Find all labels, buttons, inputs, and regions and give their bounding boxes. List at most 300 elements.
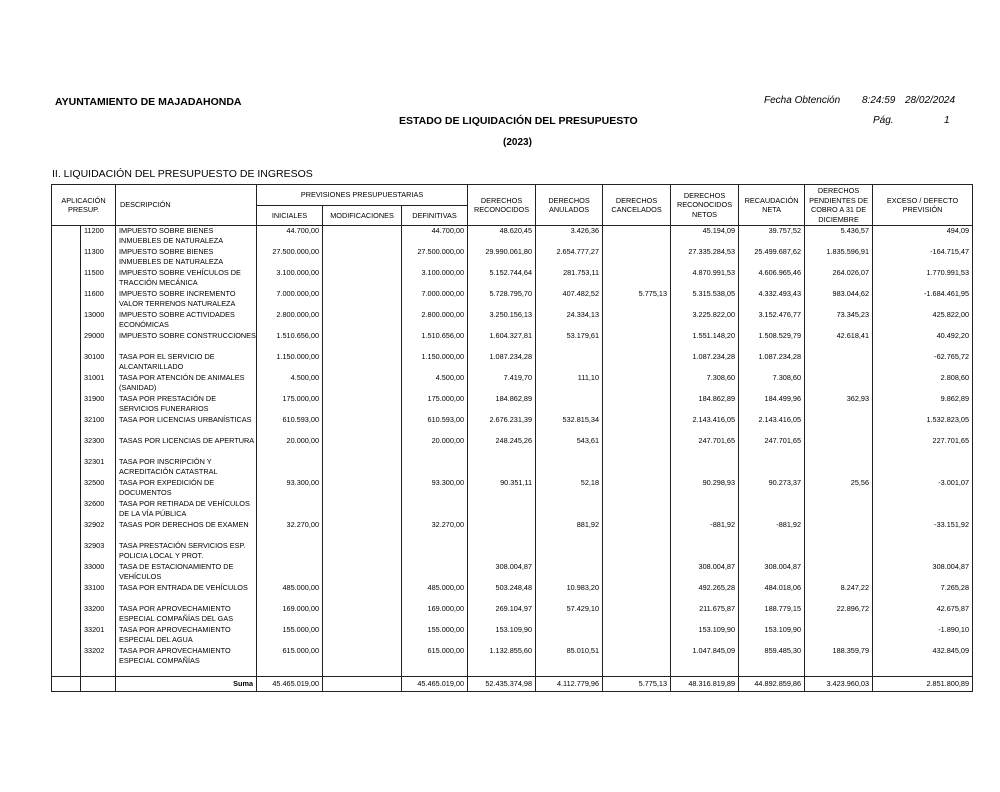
cell-exceso xyxy=(873,541,973,562)
cell-exceso: 494,09 xyxy=(873,226,973,248)
cell-iniciales: 485.000,00 xyxy=(257,583,323,604)
cell-blank xyxy=(52,541,81,562)
col-derechos-netos: DERECHOS RECONOCIDOS NETOS xyxy=(671,185,739,226)
cell-netos xyxy=(671,541,739,562)
spacer-cell xyxy=(873,667,973,677)
cell-definitivas xyxy=(402,499,468,520)
cell-blank xyxy=(52,625,81,646)
cell-modificaciones xyxy=(323,604,402,625)
cell-iniciales: 615.000,00 xyxy=(257,646,323,667)
cell-modificaciones xyxy=(323,268,402,289)
total-exceso: 2.851.800,89 xyxy=(873,677,973,692)
cell-definitivas: 169.000,00 xyxy=(402,604,468,625)
table-row xyxy=(52,436,973,457)
cell-definitivas: 1.510.656,00 xyxy=(402,331,468,352)
cell-definitivas: 610.593,00 xyxy=(402,415,468,436)
cell-definitivas xyxy=(402,457,468,478)
cell-recaudacion: 90.273,37 xyxy=(739,478,805,499)
cell-definitivas: 3.100.000,00 xyxy=(402,268,468,289)
cell-blank xyxy=(52,520,81,541)
table-row xyxy=(52,310,973,331)
cell-cancelados xyxy=(603,352,671,373)
cell-blank xyxy=(52,394,81,415)
cell-code: 31900 xyxy=(81,394,116,415)
col-aplicacion: APLICACIÓN PRESUP. xyxy=(52,185,116,226)
cell-cancelados xyxy=(603,499,671,520)
cell-anulados: 111,10 xyxy=(536,373,603,394)
cell-definitivas xyxy=(402,562,468,583)
cell-blank xyxy=(52,247,81,268)
cell-recaudacion: 184.499,96 xyxy=(739,394,805,415)
cell-definitivas: 20.000,00 xyxy=(402,436,468,457)
cell-anulados: 57.429,10 xyxy=(536,604,603,625)
cell-blank xyxy=(52,373,81,394)
cell-blank xyxy=(52,436,81,457)
cell-description: TASA POR INSCRIPCIÓN Y ACREDITACIÓN CATASTRAL xyxy=(116,457,257,478)
total-netos: 48.316.819,89 xyxy=(671,677,739,692)
table-row xyxy=(52,268,973,289)
cell-description: TASAS POR LICENCIAS DE APERTURA xyxy=(116,436,257,457)
fecha-time: 8:24:59 xyxy=(862,95,896,106)
cell-code: 31001 xyxy=(81,373,116,394)
cell-definitivas: 4.500,00 xyxy=(402,373,468,394)
cell-anulados: 53.179,61 xyxy=(536,331,603,352)
cell-modificaciones xyxy=(323,352,402,373)
table-row xyxy=(52,352,973,373)
total-recaudacion: 44.892.859,86 xyxy=(739,677,805,692)
table-row xyxy=(52,646,973,667)
cell-iniciales: 610.593,00 xyxy=(257,415,323,436)
col-derechos-cancelados: DERECHOS CANCELADOS xyxy=(603,185,671,226)
spacer-cell xyxy=(81,667,116,677)
cell-iniciales: 175.000,00 xyxy=(257,394,323,415)
cell-modificaciones xyxy=(323,562,402,583)
cell-pendientes xyxy=(805,625,873,646)
cell-reconocidos xyxy=(468,499,536,520)
col-modificaciones: MODIFICACIONES xyxy=(323,205,402,226)
cell-cancelados xyxy=(603,436,671,457)
cell-pendientes: 25,56 xyxy=(805,478,873,499)
cell-code: 32500 xyxy=(81,478,116,499)
spacer-cell xyxy=(52,667,81,677)
cell-modificaciones xyxy=(323,583,402,604)
col-pendientes: DERECHOS PENDIENTES DE COBRO A 31 DE DICIEMBRE xyxy=(805,185,873,226)
cell-modificaciones xyxy=(323,394,402,415)
cell-netos: 308.004,87 xyxy=(671,562,739,583)
cell-pendientes xyxy=(805,436,873,457)
table-row xyxy=(52,520,973,541)
cell-anulados: 52,18 xyxy=(536,478,603,499)
report-year: (2023) xyxy=(503,137,532,148)
total-pendientes: 3.423.960,03 xyxy=(805,677,873,692)
cell-recaudacion xyxy=(739,499,805,520)
cell-definitivas xyxy=(402,541,468,562)
cell-reconocidos xyxy=(468,457,536,478)
cell-recaudacion: 308.004,87 xyxy=(739,562,805,583)
total-modificaciones xyxy=(323,677,402,692)
cell-cancelados xyxy=(603,310,671,331)
cell-cancelados xyxy=(603,520,671,541)
cell-iniciales xyxy=(257,562,323,583)
cell-cancelados xyxy=(603,331,671,352)
cell-anulados: 407.482,52 xyxy=(536,289,603,310)
cell-exceso: 40.492,20 xyxy=(873,331,973,352)
cell-cancelados xyxy=(603,247,671,268)
cell-reconocidos xyxy=(468,520,536,541)
cell-code: 33201 xyxy=(81,625,116,646)
page-number: 1 xyxy=(944,115,950,126)
cell-blank xyxy=(81,677,116,692)
cell-exceso: 7.265,28 xyxy=(873,583,973,604)
cell-netos: 492.265,28 xyxy=(671,583,739,604)
cell-reconocidos: 184.862,89 xyxy=(468,394,536,415)
cell-reconocidos: 3.250.156,13 xyxy=(468,310,536,331)
cell-recaudacion xyxy=(739,541,805,562)
cell-recaudacion: 2.143.416,05 xyxy=(739,415,805,436)
cell-iniciales: 1.510.656,00 xyxy=(257,331,323,352)
cell-pendientes xyxy=(805,562,873,583)
cell-reconocidos: 248.245,26 xyxy=(468,436,536,457)
cell-exceso xyxy=(873,499,973,520)
cell-definitivas: 7.000.000,00 xyxy=(402,289,468,310)
cell-definitivas: 27.500.000,00 xyxy=(402,247,468,268)
cell-pendientes xyxy=(805,373,873,394)
cell-description: IMPUESTO SOBRE INCREMENTO VALOR TERRENOS NATURALEZA xyxy=(116,289,257,310)
cell-iniciales: 169.000,00 xyxy=(257,604,323,625)
cell-blank xyxy=(52,226,81,248)
cell-description: IMPUESTO SOBRE BIENES INMUEBLES DE NATURALEZA xyxy=(116,226,257,248)
cell-code: 11500 xyxy=(81,268,116,289)
cell-code: 32903 xyxy=(81,541,116,562)
spacer-cell xyxy=(671,667,739,677)
cell-code: 32100 xyxy=(81,415,116,436)
table-row xyxy=(52,478,973,499)
spacer-cell xyxy=(257,667,323,677)
cell-recaudacion: 484.018,06 xyxy=(739,583,805,604)
table-row xyxy=(52,226,973,248)
cell-netos: 5.315.538,05 xyxy=(671,289,739,310)
cell-netos: 45.194,09 xyxy=(671,226,739,248)
cell-exceso: 9.862,89 xyxy=(873,394,973,415)
cell-blank xyxy=(52,478,81,499)
cell-anulados xyxy=(536,499,603,520)
table-row xyxy=(52,394,973,415)
cell-modificaciones xyxy=(323,520,402,541)
cell-description: TASA POR RETIRADA DE VEHÍCULOS DE LA VÍA PÚBLICA xyxy=(116,499,257,520)
cell-anulados: 10.983,20 xyxy=(536,583,603,604)
cell-cancelados xyxy=(603,583,671,604)
cell-recaudacion: 859.485,30 xyxy=(739,646,805,667)
cell-recaudacion: 7.308,60 xyxy=(739,373,805,394)
cell-anulados: 2.654.777,27 xyxy=(536,247,603,268)
cell-netos: 2.143.416,05 xyxy=(671,415,739,436)
cell-reconocidos: 90.351,11 xyxy=(468,478,536,499)
cell-definitivas: 44.700,00 xyxy=(402,226,468,248)
cell-recaudacion: 1.508.529,79 xyxy=(739,331,805,352)
cell-anulados: 543,61 xyxy=(536,436,603,457)
cell-iniciales: 155.000,00 xyxy=(257,625,323,646)
cell-code: 29000 xyxy=(81,331,116,352)
cell-recaudacion: 3.152.476,77 xyxy=(739,310,805,331)
col-derechos-anulados: DERECHOS ANULADOS xyxy=(536,185,603,226)
cell-iniciales: 2.800.000,00 xyxy=(257,310,323,331)
cell-reconocidos: 48.620,45 xyxy=(468,226,536,248)
spacer-cell xyxy=(536,667,603,677)
cell-reconocidos xyxy=(468,541,536,562)
col-recaudacion: RECAUDACIÓN NETA xyxy=(739,185,805,226)
table-row xyxy=(52,583,973,604)
cell-pendientes: 5.436,57 xyxy=(805,226,873,248)
cell-blank xyxy=(52,415,81,436)
col-definitivas: DEFINITIVAS xyxy=(402,205,468,226)
spacer-cell xyxy=(323,667,402,677)
cell-anulados xyxy=(536,457,603,478)
cell-pendientes: 73.345,23 xyxy=(805,310,873,331)
cell-modificaciones xyxy=(323,226,402,248)
cell-netos: 153.109,90 xyxy=(671,625,739,646)
cell-code: 13000 xyxy=(81,310,116,331)
cell-pendientes: 22.896,72 xyxy=(805,604,873,625)
cell-anulados: 881,92 xyxy=(536,520,603,541)
cell-blank xyxy=(52,677,81,692)
cell-description: TASA POR APROVECHAMIENTO ESPECIAL COMPAÑÍAS xyxy=(116,646,257,667)
cell-exceso: 1.770.991,53 xyxy=(873,268,973,289)
cell-netos: 247.701,65 xyxy=(671,436,739,457)
cell-exceso: -164.715,47 xyxy=(873,247,973,268)
cell-netos: 7.308,60 xyxy=(671,373,739,394)
cell-recaudacion: 247.701,65 xyxy=(739,436,805,457)
spacer-row xyxy=(52,667,973,677)
cell-code: 33000 xyxy=(81,562,116,583)
budget-table xyxy=(51,184,973,692)
cell-description: IMPUESTO SOBRE BIENES INMUEBLES DE NATURALEZA xyxy=(116,247,257,268)
table-row xyxy=(52,289,973,310)
table-row xyxy=(52,373,973,394)
cell-reconocidos: 29.990.061,80 xyxy=(468,247,536,268)
table-row xyxy=(52,625,973,646)
fecha-date: 28/02/2024 xyxy=(905,95,956,106)
cell-exceso: 432.845,09 xyxy=(873,646,973,667)
cell-netos: 1.087.234,28 xyxy=(671,352,739,373)
cell-modificaciones xyxy=(323,541,402,562)
cell-netos xyxy=(671,499,739,520)
cell-anulados: 3.426,36 xyxy=(536,226,603,248)
cell-exceso: -62.765,72 xyxy=(873,352,973,373)
cell-anulados xyxy=(536,352,603,373)
spacer-cell xyxy=(402,667,468,677)
cell-reconocidos: 2.676.231,39 xyxy=(468,415,536,436)
cell-cancelados xyxy=(603,478,671,499)
cell-recaudacion: 188.779,15 xyxy=(739,604,805,625)
cell-definitivas: 485.000,00 xyxy=(402,583,468,604)
col-derechos-reconocidos: DERECHOS RECONOCIDOS xyxy=(468,185,536,226)
cell-exceso: 425.822,00 xyxy=(873,310,973,331)
cell-code: 11200 xyxy=(81,226,116,248)
totals-label: Suma xyxy=(116,677,257,692)
cell-anulados: 85.010,51 xyxy=(536,646,603,667)
cell-code: 32300 xyxy=(81,436,116,457)
cell-netos: 3.225.822,00 xyxy=(671,310,739,331)
cell-pendientes: 983.044,62 xyxy=(805,289,873,310)
cell-cancelados xyxy=(603,268,671,289)
cell-definitivas: 1.150.000,00 xyxy=(402,352,468,373)
spacer-cell xyxy=(468,667,536,677)
organization-name: AYUNTAMIENTO DE MAJADAHONDA xyxy=(55,96,242,108)
cell-description: TASA POR EL SERVICIO DE ALCANTARILLADO xyxy=(116,352,257,373)
cell-modificaciones xyxy=(323,331,402,352)
cell-blank xyxy=(52,289,81,310)
cell-reconocidos: 5.728.795,70 xyxy=(468,289,536,310)
cell-code: 33200 xyxy=(81,604,116,625)
cell-definitivas: 93.300,00 xyxy=(402,478,468,499)
cell-description: IMPUESTO SOBRE VEHÍCULOS DE TRACCIÓN MECÁNICA xyxy=(116,268,257,289)
cell-cancelados xyxy=(603,541,671,562)
cell-netos: 90.298,93 xyxy=(671,478,739,499)
table-header xyxy=(52,185,973,226)
page-label: Pág. xyxy=(873,115,894,126)
cell-recaudacion xyxy=(739,457,805,478)
cell-definitivas: 155.000,00 xyxy=(402,625,468,646)
table-body xyxy=(52,226,973,692)
cell-cancelados xyxy=(603,373,671,394)
cell-modificaciones xyxy=(323,373,402,394)
cell-netos: 1.047.845,09 xyxy=(671,646,739,667)
cell-reconocidos: 1.132.855,60 xyxy=(468,646,536,667)
cell-anulados: 532.815,34 xyxy=(536,415,603,436)
cell-recaudacion: 1.087.234,28 xyxy=(739,352,805,373)
cell-cancelados: 5.775,13 xyxy=(603,289,671,310)
table-row xyxy=(52,562,973,583)
cell-anulados xyxy=(536,541,603,562)
cell-blank xyxy=(52,268,81,289)
cell-reconocidos: 1.087.234,28 xyxy=(468,352,536,373)
cell-modificaciones xyxy=(323,625,402,646)
cell-blank xyxy=(52,310,81,331)
cell-pendientes: 8.247,22 xyxy=(805,583,873,604)
cell-modificaciones xyxy=(323,457,402,478)
cell-pendientes: 1.835.596,91 xyxy=(805,247,873,268)
table-row xyxy=(52,499,973,520)
cell-iniciales xyxy=(257,457,323,478)
cell-pendientes: 42.618,41 xyxy=(805,331,873,352)
cell-exceso: -33.151,92 xyxy=(873,520,973,541)
cell-anulados: 24.334,13 xyxy=(536,310,603,331)
cell-code: 33100 xyxy=(81,583,116,604)
fecha-label: Fecha Obtención xyxy=(764,95,841,106)
cell-blank xyxy=(52,562,81,583)
cell-modificaciones xyxy=(323,436,402,457)
cell-description: TASA POR ATENCIÓN DE ANIMALES (SANIDAD) xyxy=(116,373,257,394)
cell-cancelados xyxy=(603,415,671,436)
total-anulados: 4.112.779,96 xyxy=(536,677,603,692)
table-row xyxy=(52,457,973,478)
cell-recaudacion: 4.606.965,46 xyxy=(739,268,805,289)
cell-pendientes: 264.026,07 xyxy=(805,268,873,289)
cell-reconocidos: 7.419,70 xyxy=(468,373,536,394)
cell-iniciales: 32.270,00 xyxy=(257,520,323,541)
total-reconocidos: 52.435.374,98 xyxy=(468,677,536,692)
cell-iniciales: 44.700,00 xyxy=(257,226,323,248)
cell-cancelados xyxy=(603,457,671,478)
cell-iniciales: 3.100.000,00 xyxy=(257,268,323,289)
cell-description: TASA POR APROVECHAMIENTO ESPECIAL COMPAÑÍAS DEL GAS xyxy=(116,604,257,625)
cell-pendientes xyxy=(805,352,873,373)
cell-recaudacion: 153.109,90 xyxy=(739,625,805,646)
cell-exceso: -3.001,07 xyxy=(873,478,973,499)
cell-recaudacion: 25.499.687,62 xyxy=(739,247,805,268)
col-exceso: EXCESO / DEFECTO PREVISIÓN xyxy=(873,185,973,226)
cell-exceso: 2.808,60 xyxy=(873,373,973,394)
total-cancelados: 5.775,13 xyxy=(603,677,671,692)
cell-anulados xyxy=(536,562,603,583)
cell-iniciales xyxy=(257,499,323,520)
cell-pendientes xyxy=(805,415,873,436)
cell-description: TASA POR ENTRADA DE VEHÍCULOS xyxy=(116,583,257,604)
cell-exceso: 308.004,87 xyxy=(873,562,973,583)
cell-code: 11600 xyxy=(81,289,116,310)
cell-definitivas: 175.000,00 xyxy=(402,394,468,415)
cell-netos: 4.870.991,53 xyxy=(671,268,739,289)
cell-iniciales: 4.500,00 xyxy=(257,373,323,394)
cell-iniciales: 1.150.000,00 xyxy=(257,352,323,373)
cell-pendientes xyxy=(805,457,873,478)
cell-blank xyxy=(52,457,81,478)
cell-pendientes xyxy=(805,499,873,520)
cell-modificaciones xyxy=(323,478,402,499)
cell-description: TASA POR APROVECHAMIENTO ESPECIAL DEL AGUA xyxy=(116,625,257,646)
cell-code: 30100 xyxy=(81,352,116,373)
cell-blank xyxy=(52,499,81,520)
cell-modificaciones xyxy=(323,499,402,520)
cell-pendientes xyxy=(805,541,873,562)
cell-cancelados xyxy=(603,562,671,583)
cell-definitivas: 2.800.000,00 xyxy=(402,310,468,331)
cell-reconocidos: 308.004,87 xyxy=(468,562,536,583)
spacer-cell xyxy=(603,667,671,677)
cell-exceso: 42.675,87 xyxy=(873,604,973,625)
cell-iniciales: 93.300,00 xyxy=(257,478,323,499)
col-iniciales: INICIALES xyxy=(257,205,323,226)
cell-recaudacion: 39.757,52 xyxy=(739,226,805,248)
total-iniciales: 45.465.019,00 xyxy=(257,677,323,692)
cell-blank xyxy=(52,646,81,667)
cell-blank xyxy=(52,331,81,352)
cell-modificaciones xyxy=(323,646,402,667)
cell-exceso: 227.701,65 xyxy=(873,436,973,457)
spacer-cell xyxy=(116,667,257,677)
table-row xyxy=(52,247,973,268)
table-row xyxy=(52,331,973,352)
cell-anulados xyxy=(536,625,603,646)
cell-pendientes: 362,93 xyxy=(805,394,873,415)
cell-description: TASA POR LICENCIAS URBANÍSTICAS xyxy=(116,415,257,436)
cell-code: 32301 xyxy=(81,457,116,478)
report-header xyxy=(0,0,1000,180)
cell-pendientes: 188.359,79 xyxy=(805,646,873,667)
cell-code: 32600 xyxy=(81,499,116,520)
cell-exceso xyxy=(873,457,973,478)
cell-code: 33202 xyxy=(81,646,116,667)
cell-description: TASA POR EXPEDICIÓN DE DOCUMENTOS xyxy=(116,478,257,499)
cell-code: 11300 xyxy=(81,247,116,268)
spacer-cell xyxy=(739,667,805,677)
cell-modificaciones xyxy=(323,247,402,268)
cell-iniciales xyxy=(257,541,323,562)
totals-row xyxy=(52,677,973,692)
cell-description: TASA PRESTACIÓN SERVICIOS ESP. POLICIA LOCAL Y PROT. xyxy=(116,541,257,562)
cell-blank xyxy=(52,352,81,373)
cell-netos: 184.862,89 xyxy=(671,394,739,415)
